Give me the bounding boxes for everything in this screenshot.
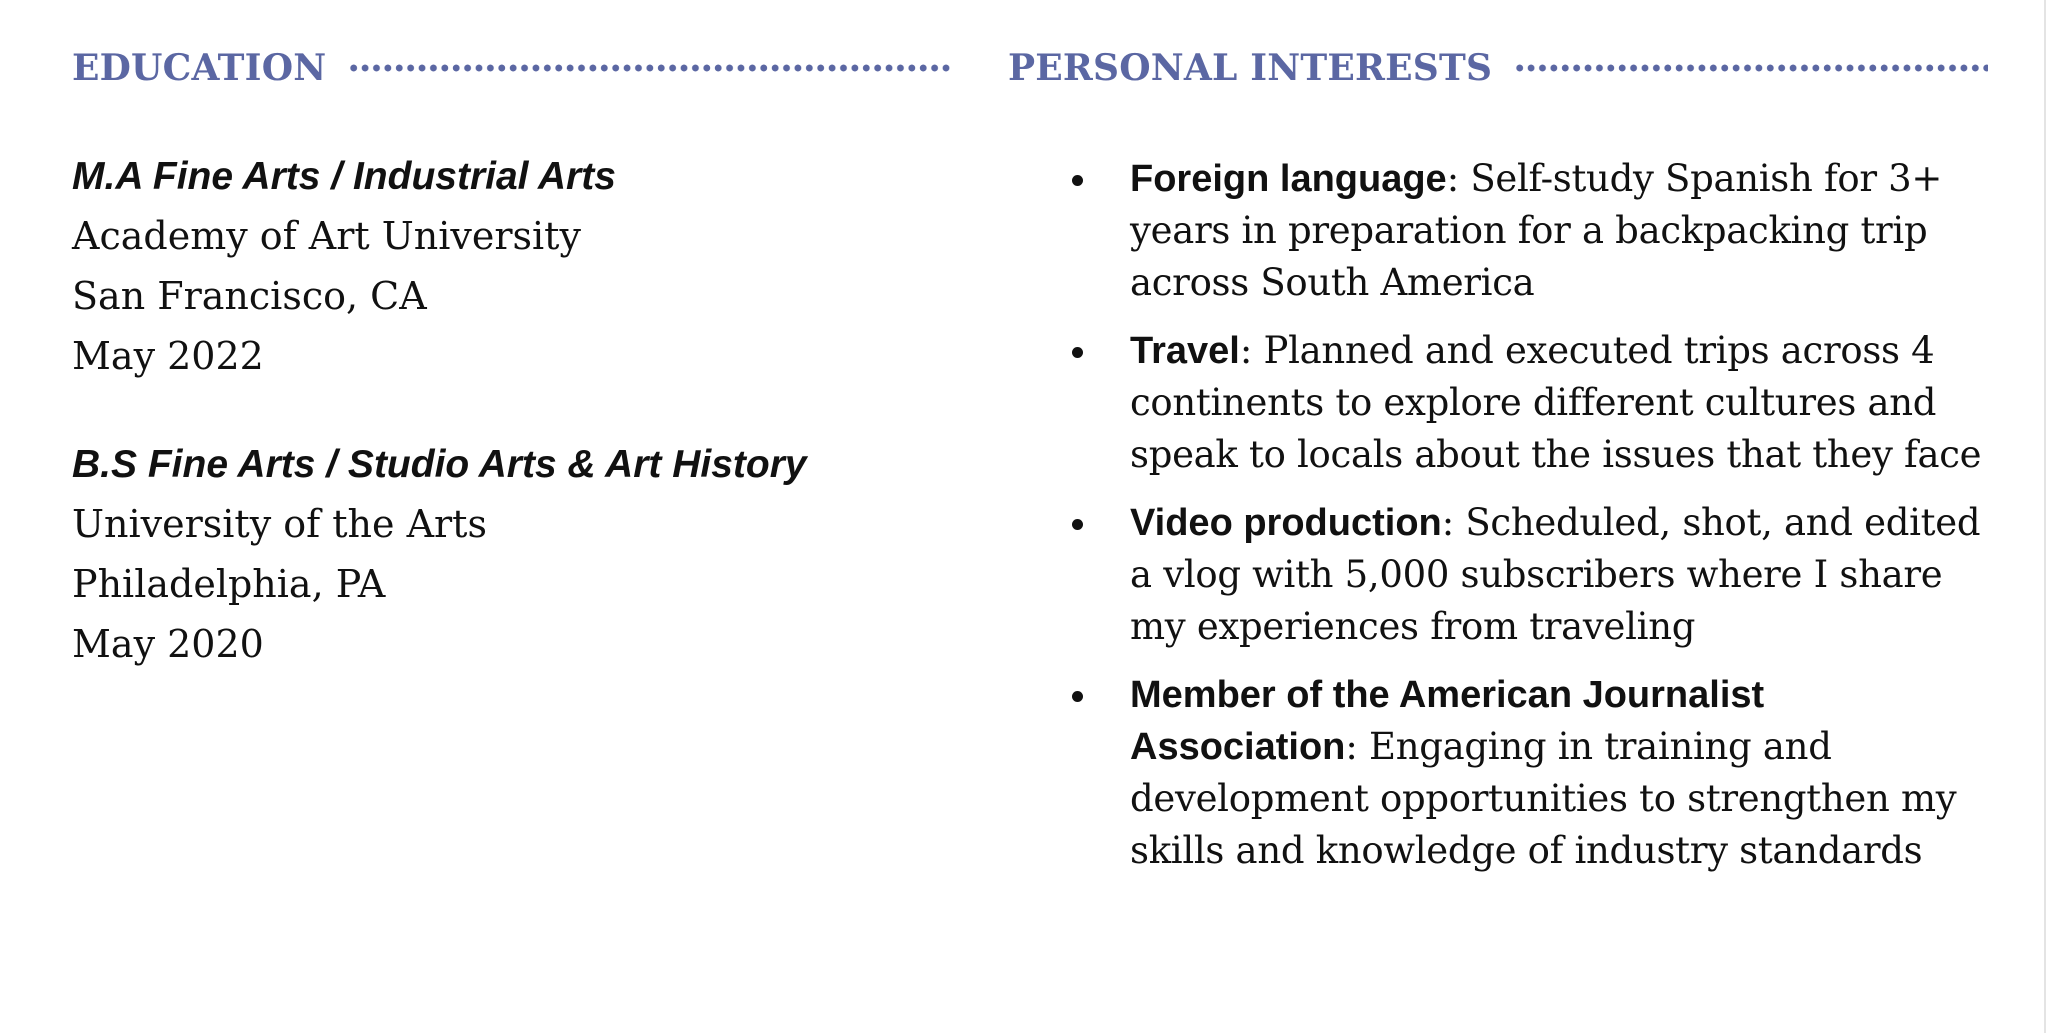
interest-description: : Self-study Spanish for 3+ years in preparation for a backpacking trip across South America xyxy=(1130,157,1943,304)
degree-title: M.A Fine Arts / Industrial Arts xyxy=(72,155,616,198)
interest-label: Video production xyxy=(1130,502,1442,544)
interest-description: : Planned and executed trips across 4 continents to explore different cultures and speak to locals about the issues that they face xyxy=(1130,329,1982,476)
school-name: University of the Arts xyxy=(72,502,487,546)
interest-item xyxy=(1060,497,1990,653)
personal-interests-heading: PERSONAL INTERESTS xyxy=(1008,47,1493,89)
school-name: Academy of Art University xyxy=(72,214,581,258)
bullet-icon xyxy=(1072,175,1083,186)
interests-list-container xyxy=(1060,153,1990,893)
interest-description: : Scheduled, shot, and edited a vlog with 5,000 subscribers where I share my experiences from traveling xyxy=(1130,501,1981,648)
education-entry xyxy=(72,436,972,674)
education-section-header xyxy=(72,38,952,98)
interest-label: Travel xyxy=(1130,330,1240,372)
interest-label: Foreign language xyxy=(1130,158,1447,200)
degree-title: B.S Fine Arts / Studio Arts & Art History xyxy=(72,443,807,486)
graduation-date: May 2022 xyxy=(72,334,264,378)
interest-item xyxy=(1060,325,1990,481)
school-location: Philadelphia, PA xyxy=(72,562,386,606)
interests-list xyxy=(1060,153,1990,877)
education-list xyxy=(72,148,972,674)
interest-item xyxy=(1060,669,1990,877)
interest-description: : Engaging in training and development opportunities to strengthen my skills and knowledge of industry standards xyxy=(1130,725,1957,872)
interests-section-header xyxy=(1008,38,1988,98)
interest-label: Member of the American Journalist Association xyxy=(1130,674,1765,768)
dotted-rule xyxy=(348,64,952,72)
education-heading: EDUCATION xyxy=(72,47,327,89)
school-location: San Francisco, CA xyxy=(72,274,427,318)
bullet-icon xyxy=(1072,691,1083,702)
interest-item xyxy=(1060,153,1990,309)
dotted-rule xyxy=(1514,64,1988,72)
page-edge-divider xyxy=(2044,0,2046,1033)
bullet-icon xyxy=(1072,519,1083,530)
graduation-date: May 2020 xyxy=(72,622,264,666)
bullet-icon xyxy=(1072,347,1083,358)
education-entry xyxy=(72,148,972,386)
